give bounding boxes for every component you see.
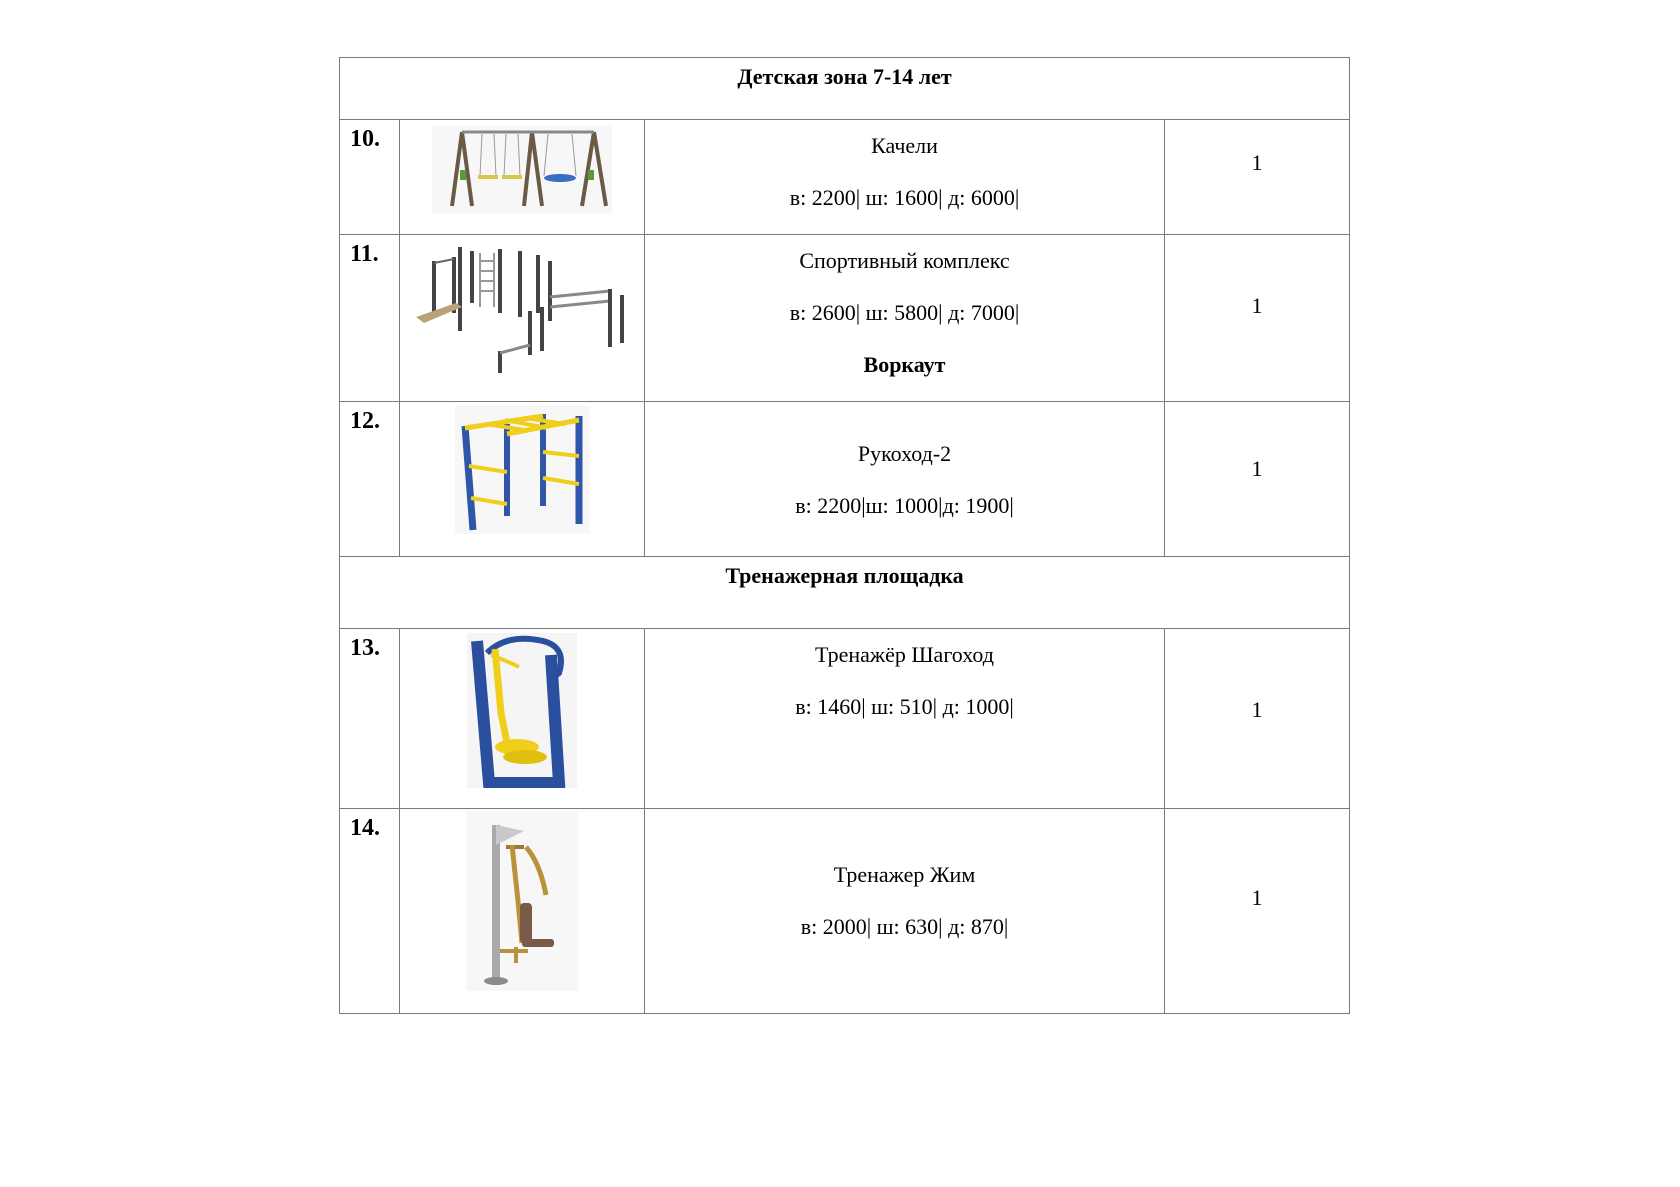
press-machine-icon [466, 811, 578, 991]
item-dimensions: в: 2000| ш: 630| д: 870| [800, 914, 1009, 939]
table-row [340, 402, 1350, 557]
item-quantity: 1 [1165, 402, 1350, 557]
section-row [340, 557, 1350, 629]
item-image-cell [400, 809, 645, 1014]
workout-complex-icon [410, 241, 635, 391]
item-number: 14. [340, 809, 400, 1014]
swing-set-icon [432, 126, 612, 214]
item-description [645, 809, 1165, 1014]
item-number: 10. [340, 120, 400, 235]
section-title: Детская зона 7-14 лет [340, 58, 1350, 120]
item-name: Спортивный комплекс [799, 248, 1010, 273]
item-dimensions: в: 2600| ш: 5800| д: 7000| [789, 300, 1020, 325]
section-row [340, 58, 1350, 120]
item-description [645, 629, 1165, 809]
item-image-cell [400, 629, 645, 809]
section-title: Тренажерная площадка [340, 557, 1350, 629]
item-name: Качели [871, 133, 938, 158]
item-image-cell [400, 402, 645, 557]
item-description [645, 402, 1165, 557]
item-image-cell [400, 120, 645, 235]
item-image-cell [400, 235, 645, 402]
item-description [645, 235, 1165, 402]
table-row [340, 809, 1350, 1014]
item-quantity: 1 [1165, 120, 1350, 235]
monkey-bars-icon [455, 406, 590, 534]
item-dimensions: в: 2200|ш: 1000|д: 1900| [795, 493, 1014, 518]
item-extra-label: Воркаут [863, 352, 946, 377]
item-number: 11. [340, 235, 400, 402]
item-name: Тренажер Жим [833, 862, 976, 887]
table-row [340, 120, 1350, 235]
item-dimensions: в: 1460| ш: 510| д: 1000| [795, 694, 1014, 719]
item-quantity: 1 [1165, 629, 1350, 809]
item-number: 12. [340, 402, 400, 557]
equipment-table [339, 57, 1350, 1014]
table-row [340, 235, 1350, 402]
table-row [340, 629, 1350, 809]
item-description [645, 120, 1165, 235]
item-dimensions: в: 2200| ш: 1600| д: 6000| [789, 185, 1020, 210]
item-quantity: 1 [1165, 235, 1350, 402]
item-name: Рукоход-2 [857, 441, 952, 466]
item-number: 13. [340, 629, 400, 809]
item-name: Тренажёр Шагоход [815, 642, 994, 667]
item-quantity: 1 [1165, 809, 1350, 1014]
stepper-machine-icon [467, 633, 577, 788]
